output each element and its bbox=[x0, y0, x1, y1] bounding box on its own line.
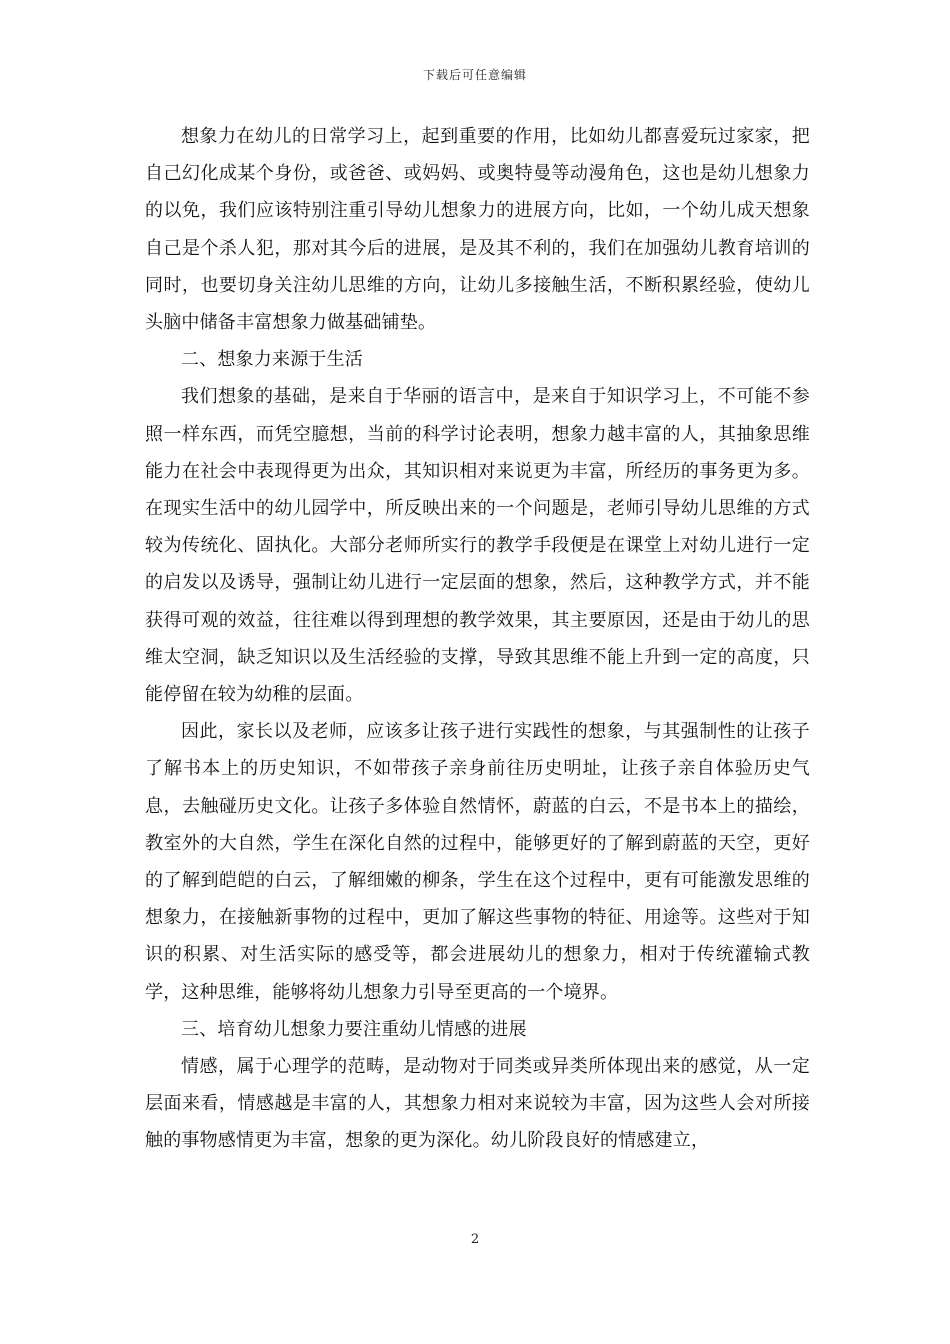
page-number: 2 bbox=[470, 1232, 480, 1247]
paragraph-imagination-basis: 我们想象的基础，是来自于华丽的语言中，是来自于知识学习上，不可能不参照一样东西，而凭空臆想，当前的科学讨论表明，想象力越丰富的人，其抽象思维能力在社会中表现得更为出众，其知识相对来说更为丰富，所经历的事务更为多。在现实生活中的幼儿园学中，所反映出来的一个问题是，老师引导幼儿思维的方式较为传统化、固执化。大部分老师所实行的教学手段便是在课堂上对幼儿进行一定的启发以及诱导，强制让幼儿进行一定层面的想象，然后，这种教学方式，并不能获得可观的效益，往往难以得到理想的教学效果，其主要原因，还是由于幼儿的思维太空洞，缺乏知识以及生活经验的支撑，导致其思维不能上升到一定的高度，只能停留在较为幼稚的层面。 bbox=[145, 386, 810, 706]
paragraph-imagination-daily-learning: 想象力在幼儿的日常学习上，起到重要的作用，比如幼儿都喜爱玩过家家，把自己幻化成某个身份，或爸爸、或妈妈、或奥特曼等动漫角色，这也是幼儿想象力的以免，我们应该特别注重引导幼儿想象力的进展方向，比如，一个幼儿成天想象自己是个杀人犯，那对其今后的进展，是及其不利的，我们在加强幼儿教育培训的同时，也要切身关注幼儿思维的方向，让幼儿多接触生活，不断积累经验，使幼儿头脑中储备丰富想象力做基础铺垫。 bbox=[145, 126, 810, 334]
section-heading-3: 三、培育幼儿想象力要注重幼儿情感的进展 bbox=[181, 1018, 527, 1040]
paragraph-practical-imagination: 因此，家长以及老师，应该多让孩子进行实践性的想象，与其强制性的让孩子了解书本上的历史知识，不如带孩子亲身前往历史明址，让孩子亲自体验历史气息，去触碰历史文化。让孩子多体验自然情怀，蔚蓝的白云，不是书本上的描绘，教室外的大自然，学生在深化自然的过程中，能够更好的了解到蔚蓝的天空，更好的了解到皑皑的白云，了解细嫩的柳条，学生在这个过程中，更有可能激发思维的想象力，在接触新事物的过程中，更加了解这些事物的特征、用途等。这些对于知识的积累、对生活实际的感受等，都会进展幼儿的想象力，相对于传统灌输式教学，这种思维，能够将幼儿想象力引导至更高的一个境界。 bbox=[145, 721, 810, 1003]
section-heading-2: 二、想象力来源于生活 bbox=[181, 349, 363, 371]
page-header: 下载后可任意编辑 bbox=[422, 68, 527, 82]
paragraph-emotion: 情感，属于心理学的范畴，是动物对于同类或异类所体现出来的感觉，从一定层面来看，情感越是丰富的人，其想象力相对来说较为丰富，因为这些人会对所接触的事物感情更为丰富，想象的更为深化。幼儿阶段良好的情感建立， bbox=[145, 1056, 810, 1152]
document-body bbox=[145, 118, 810, 1160]
